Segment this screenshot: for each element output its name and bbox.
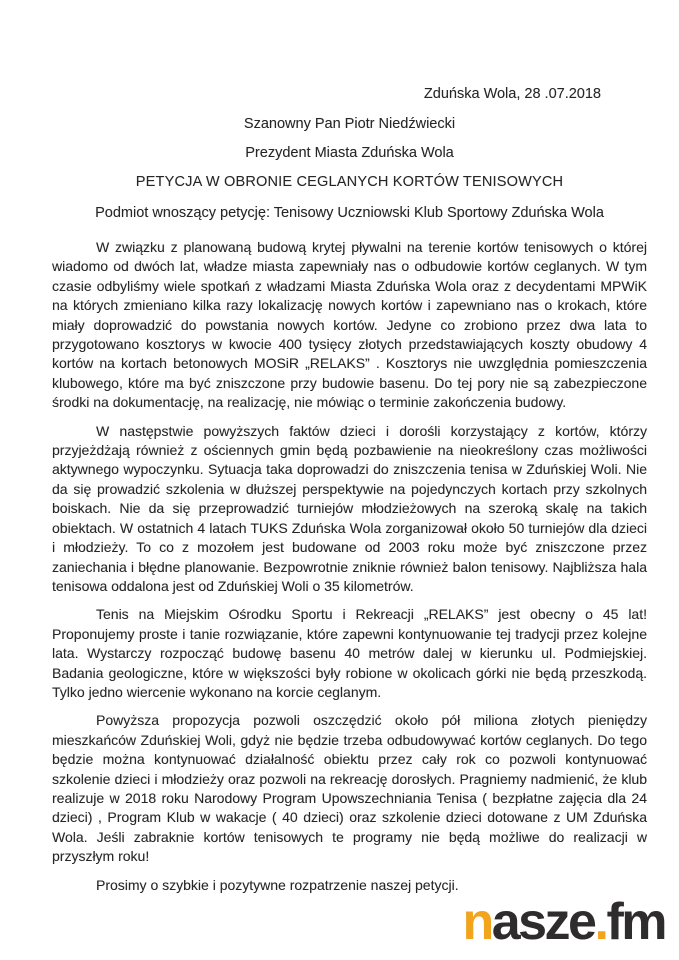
logo-dot: . (594, 893, 607, 951)
logo-letters-asze: asze (491, 893, 595, 951)
paragraph-1: W związku z planowaną budową krytej pływalni na terenie kortów tenisowych o której wiadomo od dwóch lat, władze miasta zapewniały nas o odbudowie kortów ceglanych. W tym czasie odbyliśmy wiele spotkań z władzami Miasta Zduńska Wola oraz z decydentami MPWiK na których zmieniano kilka razy lokalizację nowych kortów i zapewniano nas o krokach, które miały doprowadzić do powstania nowych kortów. Jedyne co zrobiono przez dwa lata to przygotowano kosztorys w kwocie 400 tysięcy złotych przedstawiających koszty obudowy 4 kortów na kortach betonowych MOSiR „RELAKS” . Kosztorys nie uwzględnia pomieszczenia klubowego, które ma być zniszczone przy budowie basenu. Do tej pory nie są zabezpieczone środki na dokumentację, na realizację, nie mówiąc o terminie zakończenia budowy. (52, 239, 647, 411)
closing-line: Prosimy o szybkie i pozytywne rozpatrzenie naszej petycji. (96, 876, 459, 893)
dateline: Zduńska Wola, 28 .07.2018 (423, 86, 601, 102)
logo-letter-n: n (462, 893, 492, 951)
nasze-fm-logo (462, 893, 665, 951)
petitioner-line: Podmiot wnoszący petycję: Tenisowy Uczniowski Klub Sportowy Zduńska Wola (95, 205, 604, 221)
paragraph-2: W następstwie powyższych faktów dzieci i dorośli korzystający z kortów, którzy przyjeżdżają również z ościennych gmin będą pozbawienie na nieokreślony czas możliwości aktywnego wypoczynku. Sytuacja taka doprowadzi do zniszczenia tenisa w Zduńskiej Woli. Nie da się prowadzić szkolenia w dłuższej perspektywie na pojedynczych kortach przy szkolnych boiskach. Nie da się przeprowadzić turniejów młodzieżowych na szeroką skalę na takich obiektach. W ostatnich 4 latach TUKS Zduńska Wola zorganizował około 50 turniejów dla dzieci i młodzieży. To co z mozołem jest budowane od 2003 roku może być zniszczone przez zaniechania i błędne planowanie. Bezpowrotnie zniknie również balon tenisowy. Najbliższa hala tenisowa oddalona jest od Zduńskiej Woli o 35 kilometrów. (52, 422, 647, 594)
paragraph-4: Powyższa propozycja pozwoli oszczędzić około pół miliona złotych pieniędzy mieszkańców Zduńskiej Woli, gdyż nie będzie trzeba odbudowywać kortów ceglanych. Do tego będzie można kontynuować działalność obiektu przez cały rok co pozwoli kontynuować szkolenie dzieci i młodzieży oraz pozwoli na rekreację dorosłych. Pragniemy nadmienić, że klub realizuje w 2018 roku Narodowy Program Upowszechniania Tenisa ( bezpłatne zajęcia dla 24 dzieci) , Program Klub w wakacje ( 40 dzieci) oraz szkolenie dzieci dotowane z UM Zduńska Wola. Jeśli zabraknie kortów tenisowych te programy nie będą możliwe do realizacji w przyszłym roku! (52, 712, 647, 865)
paragraph-3: Tenis na Miejskim Ośrodku Sportu i Rekreacji „RELAKS” jest obecny o 45 lat! Proponujemy proste i tanie rozwiązanie, które zapewni kontynuowanie tej tradycji przez kolejne lata. Wystarczy rozpocząć budowę basenu 40 metrów dalej w kierunku ul. Podmiejskiej. Badania geologiczne, które w większości były robione w okolicach górki nie będą przeszkodą. Tylko jedno wiercenie wykonano na korcie ceglanym. (52, 606, 647, 700)
recipient-name: Szanowny Pan Piotr Niedźwiecki (243, 116, 456, 132)
petition-body (52, 238, 647, 895)
recipient-title: Prezydent Miasta Zduńska Wola (245, 145, 454, 161)
petition-title: PETYCJA W OBRONIE CEGLANYCH KORTÓW TENISOWYCH (135, 174, 564, 190)
logo-letters-fm: fm (606, 893, 665, 951)
